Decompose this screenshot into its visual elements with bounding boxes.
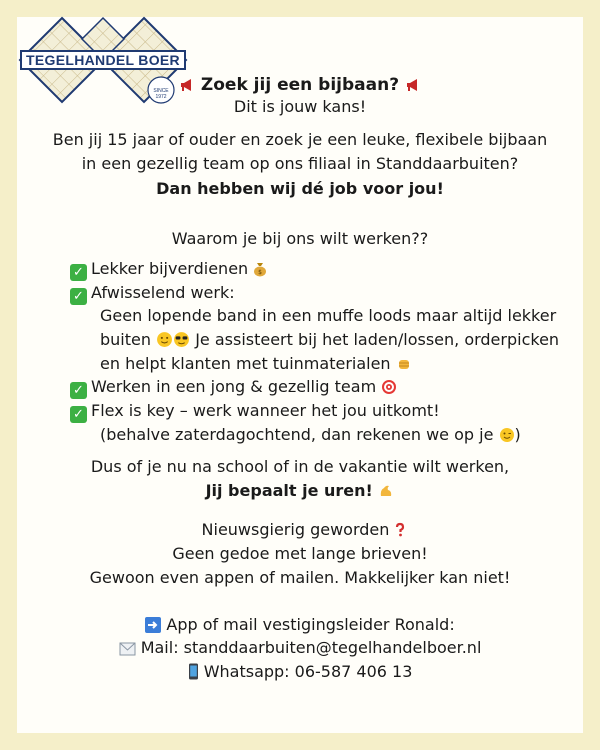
school-line: Dus of je nu na school of in de vakantie wilt werken,	[90, 457, 510, 476]
flexed-biceps-icon	[378, 483, 394, 499]
sunglasses-face-icon	[173, 331, 190, 348]
svg-text:$: $	[258, 269, 263, 276]
benefit-text: Lekker bijverdienen	[91, 259, 249, 278]
contact-whatsapp[interactable]	[0, 661, 600, 683]
megaphone-icon	[405, 77, 421, 93]
envelope-icon	[119, 642, 136, 656]
contact-mail[interactable]	[0, 637, 600, 659]
benefit-detail-line-1: Geen lopende band in een muffe loods maar altijd lekker	[100, 306, 557, 325]
logo-since-badge: SINCE 1972	[153, 88, 169, 100]
hours-line	[0, 480, 600, 502]
headline-text: Zoek jij een bijbaan?	[200, 75, 400, 95]
mobile-phone-icon	[188, 663, 199, 680]
fist-bump-icon	[396, 356, 412, 372]
right-arrow-icon	[145, 617, 161, 633]
contact-intro	[0, 614, 600, 636]
contact-whatsapp-text: Whatsapp: 06-587 406 13	[203, 662, 413, 681]
subhead: Dit is jouw kans!	[233, 97, 367, 116]
logo-wordmark: TEGELHANDEL BOER	[20, 50, 186, 70]
cta-text: Nieuwsgierig geworden	[201, 520, 390, 539]
contact-intro-text: App of mail vestigingsleider Ronald:	[166, 615, 455, 634]
contact-mail-text: Mail: standdaarbuiten@tegelhandelboer.nl	[140, 638, 482, 657]
benefit-detail-text: (behalve zaterdagochtend, dan rekenen we op je	[100, 425, 494, 444]
benefit-item-1	[70, 258, 267, 281]
winking-face-icon	[499, 427, 515, 443]
cta-line-3: Gewoon even appen of mailen. Makkelijker kan niet!	[89, 568, 511, 587]
benefit-detail-text: buiten	[100, 330, 151, 349]
check-icon: ✓	[70, 406, 87, 423]
hours-text: Jij bepaalt je uren!	[205, 481, 373, 500]
sun-icon	[156, 331, 173, 348]
check-icon: ✓	[70, 264, 87, 281]
benefit-item-3	[70, 376, 397, 399]
benefit-text: Flex is key – werk wanneer het jou uitkomt!	[91, 401, 440, 420]
check-icon: ✓	[70, 382, 87, 399]
benefit-text: Werken in een jong & gezellig team	[91, 377, 377, 396]
why-heading: Waarom je bij ons wilt werken??	[171, 229, 429, 248]
intro-line-2: in een gezellig team op ons filiaal in Standdaarbuiten?	[81, 154, 519, 173]
benefit-detail-line-4: (behalve zaterdagochtend, dan rekenen we op je )	[100, 425, 521, 444]
benefit-item-4	[70, 400, 440, 423]
question-mark-icon	[394, 522, 406, 538]
benefit-detail-text: Je assisteert bij het laden/lossen, orderpicken	[195, 330, 560, 349]
check-icon: ✓	[70, 288, 87, 305]
cta-line-1	[4, 519, 600, 541]
target-icon	[381, 379, 397, 395]
intro-bold: Dan hebben wij dé job voor jou!	[156, 179, 444, 198]
benefit-detail-line-2	[100, 329, 559, 351]
cta-line-2: Geen gedoe met lange brieven!	[172, 544, 428, 563]
benefit-detail-text: en helpt klanten met tuinmaterialen	[100, 354, 391, 373]
benefit-text: Afwisselend werk:	[91, 283, 235, 302]
money-bag-icon	[253, 261, 267, 277]
benefit-item-2	[70, 282, 235, 305]
intro-line-1: Ben jij 15 jaar of ouder en zoek je een leuke, flexibele bijbaan	[52, 130, 548, 149]
benefit-detail-line-3	[100, 353, 412, 375]
headline	[0, 74, 600, 96]
megaphone-icon	[179, 77, 195, 93]
